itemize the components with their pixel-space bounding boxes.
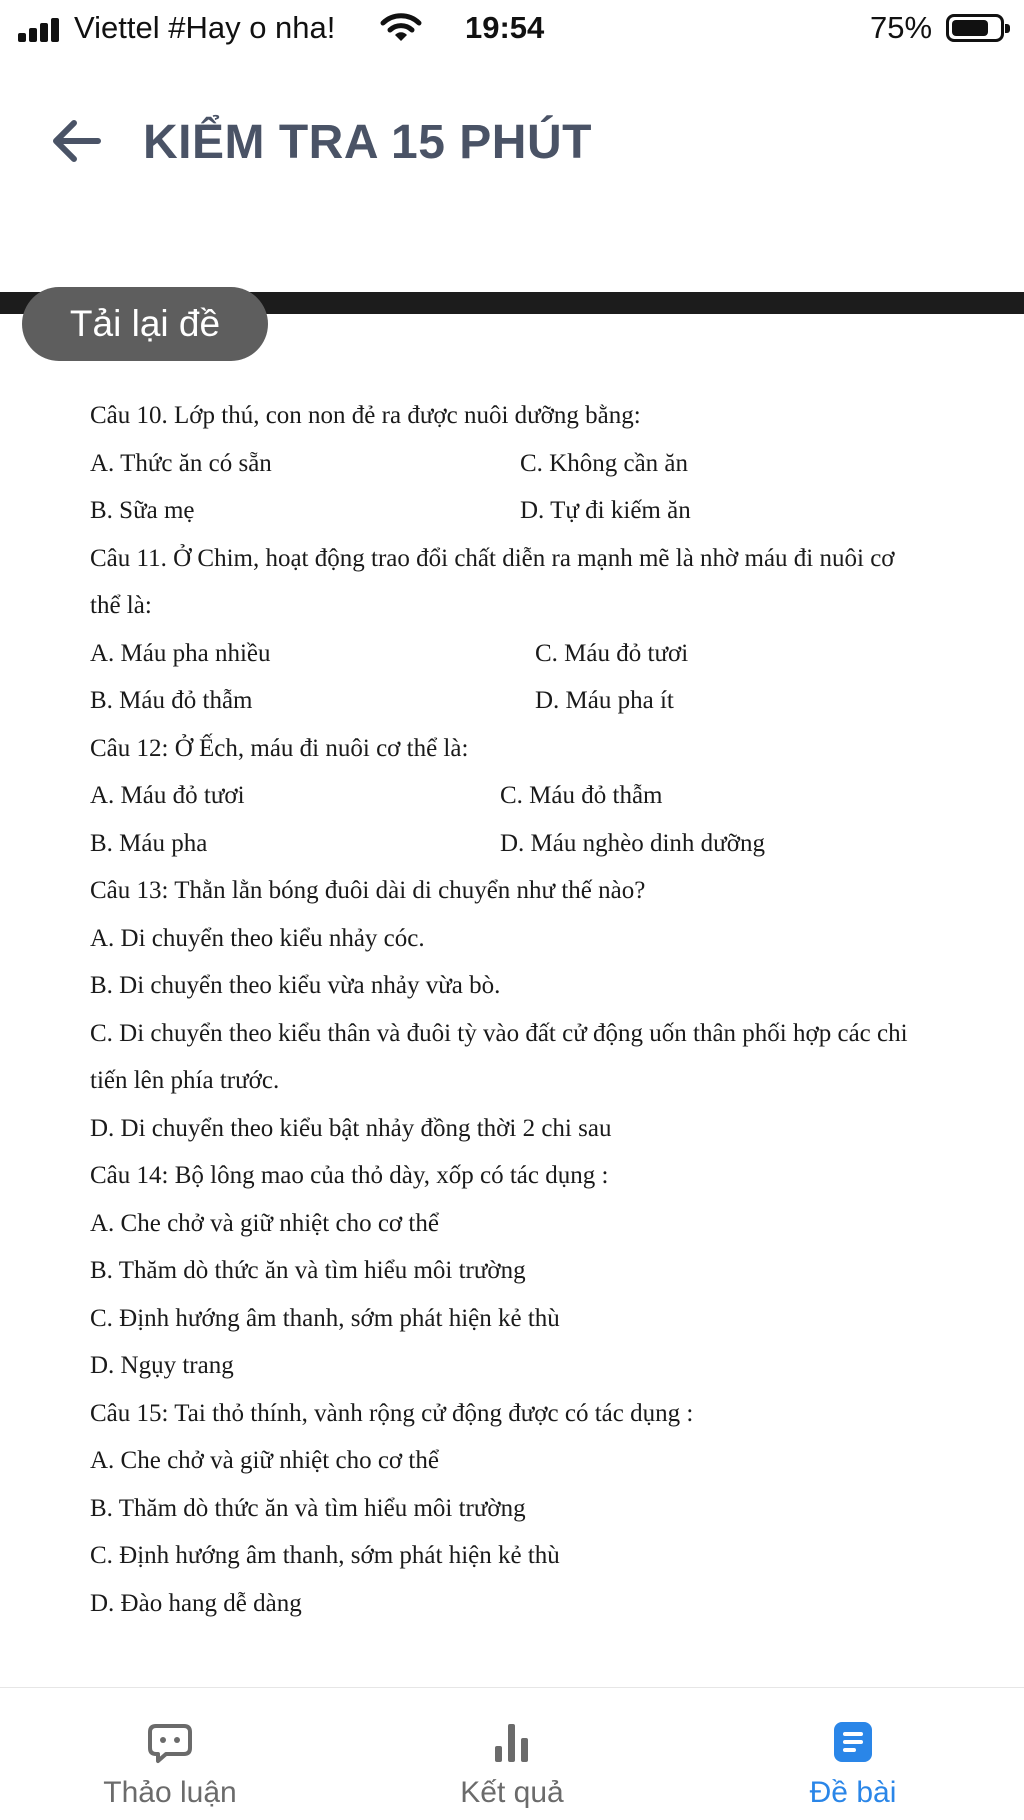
option-text: D. Di chuyển theo kiểu bật nhảy đồng thời 2 chi sau — [90, 1114, 612, 1142]
option-row — [90, 820, 1000, 868]
page-title: KIỂM TRA 15 PHÚT — [143, 116, 592, 169]
battery-percent: 75% — [870, 10, 933, 45]
option-text: tiến lên phía trước. — [90, 1067, 280, 1094]
question-stem: thể là: — [90, 592, 152, 619]
tab-results[interactable] — [392, 1688, 632, 1820]
option-row — [90, 440, 1000, 488]
option-text: C. Định hướng âm thanh, sớm phát hiện kẻ thù — [90, 1542, 560, 1569]
question-stem: Câu 13: Thằn lằn bóng đuôi dài di chuyển như thế nào? — [90, 877, 646, 904]
option-text: B. Máu pha — [90, 829, 208, 857]
tab-exam-label: Đề bài — [809, 1776, 897, 1809]
tab-discussion-label: Thảo luận — [103, 1776, 237, 1809]
app-header — [0, 95, 1024, 195]
chat-bubble-icon — [148, 1720, 192, 1764]
signal-strength-icon — [18, 18, 60, 42]
option-text: C. Di chuyển theo kiểu thân và đuôi tỳ vào đất cử động uốn thân phối hợp các chi — [90, 1019, 908, 1047]
question-stem: Câu 14: Bộ lông mao của thỏ dày, xốp có tác dụng : — [90, 1162, 609, 1189]
bar-chart-icon — [490, 1720, 534, 1764]
option-text: A. Che chở và giữ nhiệt cho cơ thể — [90, 1447, 439, 1474]
tab-discussion[interactable] — [50, 1688, 290, 1820]
option-row — [90, 772, 1000, 820]
document-icon — [831, 1720, 875, 1764]
option-text: A. Che chở và giữ nhiệt cho cơ thể — [90, 1209, 439, 1237]
option-row — [90, 677, 1000, 725]
battery-icon — [946, 14, 1004, 42]
option-text: A. Thức ăn có sẵn — [90, 449, 272, 477]
option-text: B. Di chuyển theo kiểu vừa nhảy vừa bò. — [90, 972, 501, 999]
option-text: C. Không cần ăn — [520, 449, 689, 477]
exam-document — [90, 392, 1000, 1627]
option-text: B. Máu đỏ thẫm — [90, 687, 253, 714]
option-text: B. Thăm dò thức ăn và tìm hiểu môi trường — [90, 1257, 526, 1284]
status-time: 19:54 — [465, 10, 545, 45]
option-text: B. Sữa mẹ — [90, 497, 195, 524]
option-text: B. Thăm dò thức ăn và tìm hiểu môi trường — [90, 1494, 526, 1522]
back-arrow-icon[interactable] — [48, 115, 104, 167]
bottom-nav — [0, 1687, 1024, 1820]
option-text: C. Máu đỏ thẫm — [500, 782, 663, 809]
option-text: D. Đào hang dễ dàng — [90, 1589, 302, 1617]
option-text: D. Tự đi kiếm ăn — [520, 497, 691, 524]
question-stem: Câu 15: Tai thỏ thính, vành rộng cử động được có tác dụng : — [90, 1399, 694, 1427]
option-text: D. Ngụy trang — [90, 1352, 234, 1379]
status-bar — [0, 0, 1024, 58]
option-text: C. Máu đỏ tươi — [535, 639, 689, 667]
option-text: A. Di chuyển theo kiểu nhảy cóc. — [90, 924, 425, 952]
option-text: A. Máu đỏ tươi — [90, 782, 245, 809]
option-row — [90, 630, 1000, 678]
option-text: A. Máu pha nhiều — [90, 639, 271, 667]
question-stem: Câu 10. Lớp thú, con non đẻ ra được nuôi dưỡng bằng: — [90, 402, 641, 429]
carrier-name: Viettel #Hay o nha! — [74, 10, 336, 45]
option-text: D. Máu pha ít — [535, 687, 674, 714]
tab-exam[interactable] — [733, 1688, 973, 1820]
option-text: C. Định hướng âm thanh, sớm phát hiện kẻ thù — [90, 1304, 560, 1332]
option-row — [90, 487, 1000, 535]
option-text: D. Máu nghèo dinh dưỡng — [500, 829, 765, 857]
question-stem: Câu 11. Ở Chim, hoạt động trao đổi chất diễn ra mạnh mẽ là nhờ máu đi nuôi cơ — [90, 544, 895, 572]
question-stem: Câu 12: Ở Ếch, máu đi nuôi cơ thể là: — [90, 734, 469, 762]
tab-results-label: Kết quả — [460, 1776, 564, 1809]
wifi-icon — [380, 12, 422, 44]
reload-exam-button[interactable]: Tải lại đề — [22, 287, 268, 361]
